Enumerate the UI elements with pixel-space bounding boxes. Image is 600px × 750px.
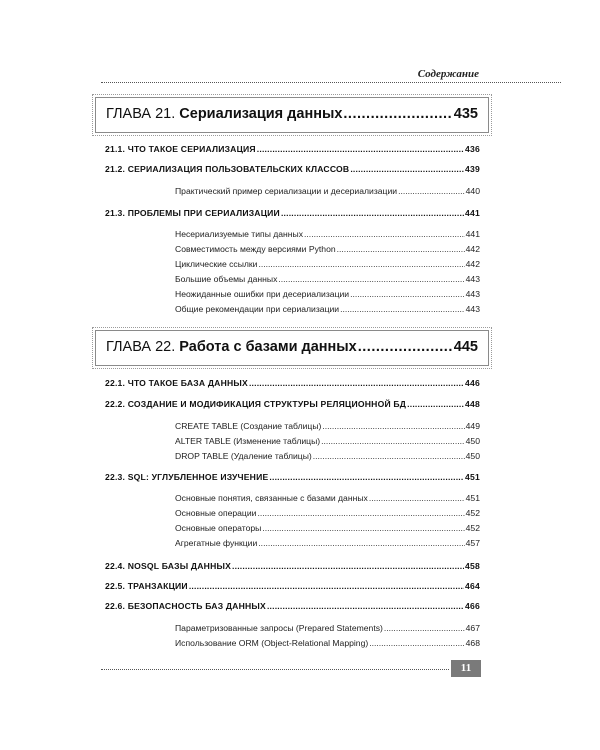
subsection-label: ALTER TABLE (Изменение таблицы): [175, 436, 321, 446]
dot-leader: [267, 601, 464, 611]
toc-subsection[interactable]: [175, 508, 480, 518]
toc-subsection[interactable]: [175, 493, 480, 503]
footer-divider: [101, 669, 449, 670]
subsection-page: 443: [465, 289, 480, 299]
dot-leader: [232, 561, 464, 571]
dot-leader: [398, 186, 465, 196]
subsection-label: Совместимость между версиями Python: [175, 244, 336, 254]
subsection-page: 452: [465, 523, 480, 533]
dot-leader: [249, 378, 464, 388]
subsection-label: Параметризованные запросы (Prepared Statements): [175, 623, 383, 633]
subsection-label: Большие объемы данных: [175, 274, 278, 284]
subsection-page: 457: [465, 538, 480, 548]
toc-section-21-2[interactable]: [105, 164, 480, 174]
subsection-label: Основные операторы: [175, 523, 262, 533]
toc-subsection[interactable]: [175, 289, 480, 299]
subsection-label: Основные операции: [175, 508, 257, 518]
dot-leader: [340, 304, 465, 314]
toc-subsection[interactable]: [175, 538, 480, 548]
dot-leader: [257, 144, 464, 154]
section-page: 451: [465, 472, 480, 482]
subsection-page: 452: [465, 508, 480, 518]
chapter-page: 445: [453, 339, 478, 355]
subsection-page: 450: [465, 451, 480, 461]
section-page: 448: [465, 399, 480, 409]
section-label: 22.5. ТРАНЗАКЦИИ: [105, 581, 188, 591]
toc-subsection[interactable]: [175, 259, 480, 269]
subsection-label: Агрегатные функции: [175, 538, 258, 548]
subsection-label: Практический пример сериализации и десериализации: [175, 186, 398, 196]
dot-leader: [258, 259, 464, 269]
dot-leader: [337, 244, 465, 254]
dot-leader: [262, 523, 464, 533]
subsection-label: Использование ORM (Object-Relational Mapping): [175, 638, 369, 648]
toc-subsection[interactable]: [175, 523, 480, 533]
toc-subsection[interactable]: [175, 451, 480, 461]
dot-leader: [407, 399, 464, 409]
toc-subsection[interactable]: [175, 623, 480, 633]
toc-section-22-1[interactable]: [105, 378, 480, 388]
subsection-label: CREATE TABLE (Создание таблицы): [175, 421, 322, 431]
subsection-label: Общие рекомендации при сериализации: [175, 304, 340, 314]
toc-section-22-6[interactable]: [105, 601, 480, 611]
dot-leader: [350, 289, 465, 299]
section-label: 21.2. СЕРИАЛИЗАЦИЯ ПОЛЬЗОВАТЕЛЬСКИХ КЛАССОВ: [105, 164, 350, 174]
dot-leader: [343, 106, 452, 122]
subsection-page: 443: [465, 274, 480, 284]
dot-leader: [322, 421, 464, 431]
section-label: 22.3. SQL: УГЛУБЛЕННОЕ ИЗУЧЕНИЕ: [105, 472, 269, 482]
chapter-22-box[interactable]: [95, 330, 489, 366]
toc-subsection[interactable]: [175, 638, 480, 648]
dot-leader: [358, 339, 453, 355]
dot-leader: [369, 493, 465, 503]
subsection-page: 467: [465, 623, 480, 633]
subsection-label: DROP TABLE (Удаление таблицы): [175, 451, 312, 461]
section-label: 21.1. ЧТО ТАКОЕ СЕРИАЛИЗАЦИЯ: [105, 144, 256, 154]
subsection-page: 443: [465, 304, 480, 314]
chapter-title: Работа с базами данных: [179, 339, 357, 355]
dot-leader: [321, 436, 465, 446]
dot-leader: [313, 451, 465, 461]
section-label: 22.6. БЕЗОПАСНОСТЬ БАЗ ДАННЫХ: [105, 601, 266, 611]
section-label: 21.3. ПРОБЛЕМЫ ПРИ СЕРИАЛИЗАЦИИ: [105, 208, 280, 218]
page-header-title: Содержание: [417, 68, 479, 80]
chapter-21-box[interactable]: [95, 97, 489, 133]
dot-leader: [369, 638, 464, 648]
dot-leader: [304, 229, 465, 239]
toc-subsection[interactable]: [175, 274, 480, 284]
section-page: 441: [465, 208, 480, 218]
subsection-label: Основные понятия, связанные с базами данных: [175, 493, 368, 503]
dot-leader: [189, 581, 464, 591]
toc-subsection[interactable]: [175, 186, 480, 196]
subsection-page: 440: [465, 186, 480, 196]
toc-subsection[interactable]: [175, 304, 480, 314]
toc-subsection[interactable]: [175, 229, 480, 239]
section-page: 464: [465, 581, 480, 591]
toc-section-22-4[interactable]: [105, 561, 480, 571]
dot-leader: [350, 164, 464, 174]
section-page: 458: [465, 561, 480, 571]
header-divider: [101, 82, 561, 83]
subsection-label: Несериализуемые типы данных: [175, 229, 304, 239]
subsection-page: 442: [465, 244, 480, 254]
page-number-tab: 11: [451, 660, 481, 677]
dot-leader: [281, 208, 464, 218]
toc-subsection[interactable]: [175, 421, 480, 431]
section-page: 446: [465, 378, 480, 388]
dot-leader: [384, 623, 465, 633]
dot-leader: [278, 274, 464, 284]
toc-section-22-2[interactable]: [105, 399, 480, 409]
chapter-title: Сериализация данных: [179, 106, 343, 122]
toc-subsection[interactable]: [175, 436, 480, 446]
toc-section-21-1[interactable]: [105, 144, 480, 154]
subsection-page: 450: [465, 436, 480, 446]
toc-section-22-3[interactable]: [105, 472, 480, 482]
toc-section-22-5[interactable]: [105, 581, 480, 591]
chapter-number: ГЛАВА 21.: [106, 106, 176, 122]
section-page: 436: [465, 144, 480, 154]
section-label: 22.4. NOSQL БАЗЫ ДАННЫХ: [105, 561, 232, 571]
subsection-page: 451: [465, 493, 480, 503]
subsection-label: Циклические ссылки: [175, 259, 258, 269]
section-page: 439: [465, 164, 480, 174]
subsection-label: Неожиданные ошибки при десериализации: [175, 289, 350, 299]
section-label: 22.2. СОЗДАНИЕ И МОДИФИКАЦИЯ СТРУКТУРЫ РЕЛЯЦИОННОЙ БД: [105, 399, 407, 409]
subsection-page: 441: [465, 229, 480, 239]
toc-subsection[interactable]: [175, 244, 480, 254]
subsection-page: 442: [465, 259, 480, 269]
chapter-page: 435: [453, 106, 478, 122]
section-label: 22.1. ЧТО ТАКОЕ БАЗА ДАННЫХ: [105, 378, 248, 388]
subsection-page: 468: [465, 638, 480, 648]
dot-leader: [258, 538, 464, 548]
dot-leader: [257, 508, 464, 518]
subsection-page: 449: [465, 421, 480, 431]
dot-leader: [269, 472, 464, 482]
toc-section-21-3[interactable]: [105, 208, 480, 218]
chapter-number: ГЛАВА 22.: [106, 339, 176, 355]
section-page: 466: [465, 601, 480, 611]
